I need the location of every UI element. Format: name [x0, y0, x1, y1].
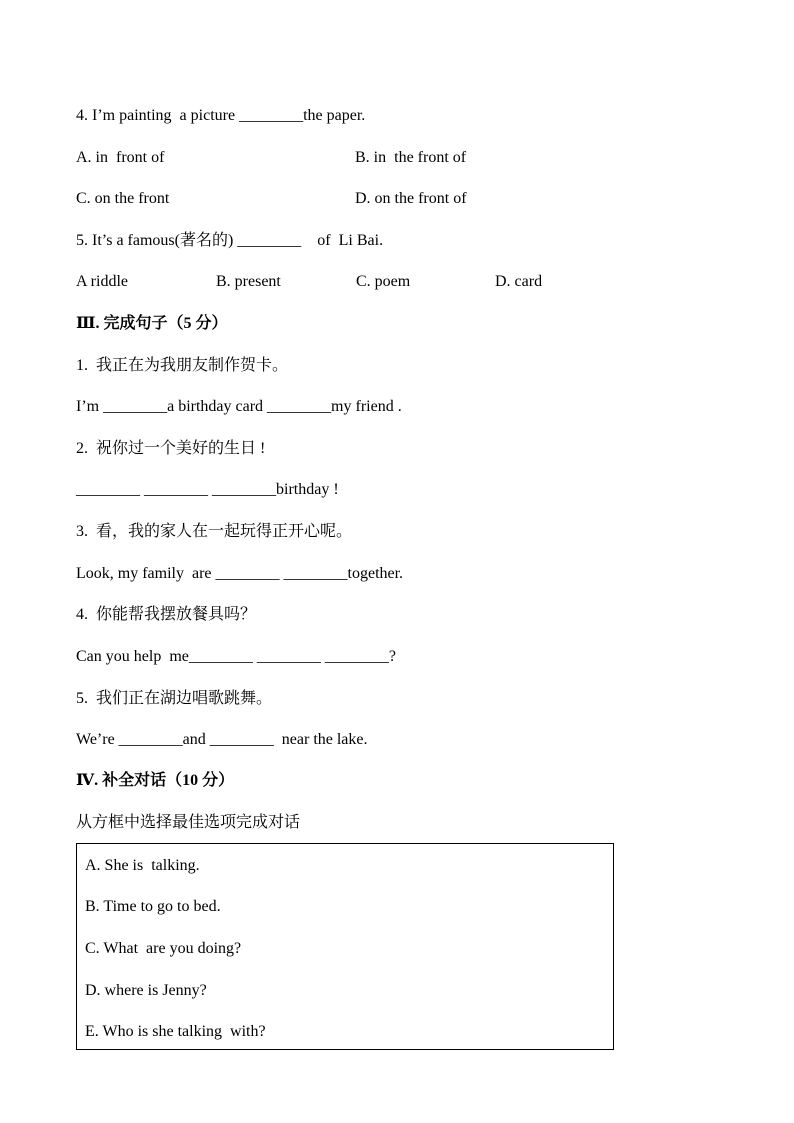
section-3-item-2-chinese: 2. 祝你过一个美好的生日 !	[76, 440, 266, 457]
question-4-option-a: A. in front of	[76, 149, 165, 166]
section-3-item-1-chinese: 1. 我正在为我朋友制作贺卡。	[76, 357, 289, 374]
question-5-stem: 5. It’s a famous(著名的) ________ of Li Bai.	[76, 232, 384, 249]
question-4-stem: 4. I’m painting a picture ________the paper.	[76, 107, 366, 124]
box-option-c: C. What are you doing?	[85, 940, 242, 957]
section-3-item-3-english: Look, my family are ________ ________together.	[76, 565, 404, 582]
question-4-option-c: C. on the front	[76, 190, 170, 207]
question-5-option-d: D. card	[495, 273, 543, 290]
section-4-heading: Ⅳ. 补全对话（10 分）	[76, 772, 235, 789]
question-5-option-c: C. poem	[356, 273, 411, 290]
question-5-option-b: B. present	[216, 273, 281, 290]
section-3-item-2-english: ________ ________ ________birthday !	[76, 481, 339, 498]
section-3-item-3-chinese: 3. 看，我的家人在一起玩得正开心呢。	[76, 523, 353, 540]
section-4-instruction: 从方框中选择最佳选项完成对话	[76, 814, 301, 831]
section-3-item-1-english: I’m ________a birthday card ________my friend .	[76, 398, 402, 415]
section-3-item-5-english: We’re ________and ________ near the lake.	[76, 731, 368, 748]
box-option-d: D. where is Jenny?	[85, 982, 207, 999]
section-3-item-4-english: Can you help me________ ________ ________?	[76, 648, 396, 665]
section-3-item-4-chinese: 4. 你能帮我摆放餐具吗？	[76, 606, 257, 623]
section-3-heading: Ⅲ. 完成句子（5 分）	[76, 315, 228, 332]
question-4-option-b: B. in the front of	[355, 149, 467, 166]
box-option-e: E. Who is she talking with?	[85, 1023, 266, 1040]
box-option-a: A. She is talking.	[85, 857, 200, 874]
question-4-option-d: D. on the front of	[355, 190, 467, 207]
question-5-option-a: A riddle	[76, 273, 128, 290]
box-option-b: B. Time to go to bed.	[85, 898, 221, 915]
options-box	[76, 843, 614, 1050]
section-3-item-5-chinese: 5. 我们正在湖边唱歌跳舞。	[76, 690, 273, 707]
